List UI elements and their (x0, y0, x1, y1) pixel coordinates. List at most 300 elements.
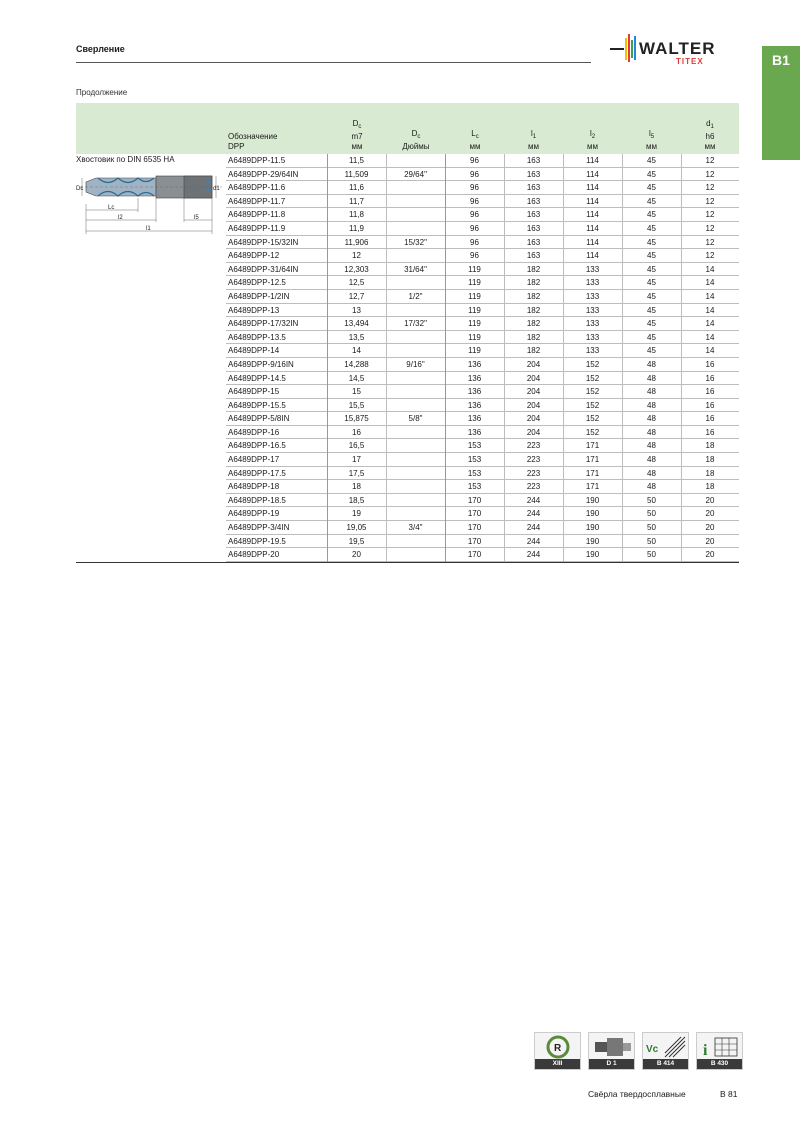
cell-d1: 14 (705, 305, 715, 315)
cell-dc_inch (386, 467, 445, 480)
cell-d1: 12 (705, 251, 715, 261)
cell-l5: 48 (647, 468, 656, 478)
cell-l5: 50 (647, 550, 656, 560)
cell-l1: 182 (526, 278, 541, 288)
col-header-d1: $d_1$ h6 мм (704, 119, 716, 151)
cell-l1: 163 (526, 210, 541, 220)
cell-l5: 45 (647, 278, 656, 288)
header-divider (76, 62, 591, 63)
cell-d1: 16 (705, 400, 715, 410)
cell-l2: 114 (586, 251, 599, 261)
cell-l2: 152 (585, 373, 600, 383)
col-header-l5: $l_5$ мм (646, 129, 657, 151)
cell-l5: 48 (647, 414, 656, 424)
col-header-dc-inch: $D_c$ Дюймы (402, 129, 430, 151)
cell-d1: 20 (705, 509, 715, 519)
svg-text:l1: l1 (146, 226, 151, 232)
cell-dc_inch (386, 276, 445, 289)
cell-l5: 48 (647, 455, 656, 465)
table-row (226, 236, 739, 250)
cell-lc: 153 (467, 455, 482, 465)
table-row (226, 372, 739, 386)
cell-d1: 12 (705, 210, 715, 220)
cell-designation: A6489DPP-18.5 (228, 495, 286, 505)
cell-l1: 182 (526, 305, 541, 315)
cell-lc: 170 (467, 536, 482, 546)
cell-d1: 20 (705, 495, 715, 505)
cell-l1: 163 (526, 251, 541, 261)
cell-lc: 96 (470, 183, 479, 193)
cell-d1: 16 (705, 359, 715, 369)
tool-holder-icon[interactable]: D 1 (588, 1032, 635, 1070)
cell-dc_inch (386, 304, 445, 317)
cell-lc: 136 (467, 359, 482, 369)
cell-dc_inch: 31/64" (404, 264, 427, 274)
cell-l1: 244 (526, 536, 541, 546)
cell-dc_m7: 12,7 (348, 291, 365, 301)
cell-lc: 119 (468, 278, 481, 288)
cell-l1: 182 (526, 291, 541, 301)
cell-dc_inch: 17/32" (404, 319, 427, 329)
cell-dc_m7: 20 (352, 550, 361, 560)
col-header-designation: Обозначение DPP (228, 132, 278, 151)
cell-l2: 114 (586, 169, 599, 179)
cell-lc: 136 (467, 414, 482, 424)
cell-l5: 45 (647, 251, 656, 261)
cell-d1: 18 (705, 482, 715, 492)
cell-l1: 223 (526, 441, 541, 451)
cell-dc_inch (386, 480, 445, 493)
cell-dc_m7: 11,9 (349, 223, 364, 233)
table-row (226, 426, 739, 440)
cell-designation: A6489DPP-14.5 (228, 373, 286, 383)
cell-l5: 45 (647, 305, 656, 315)
cell-designation: A6489DPP-9/16IN (228, 359, 294, 369)
cell-l1: 163 (526, 156, 541, 165)
cell-dc_inch (386, 507, 445, 520)
table-divider (386, 154, 387, 562)
cell-dc_m7: 15,5 (348, 400, 365, 410)
cell-dc_m7: 12,303 (344, 264, 369, 274)
table-row (226, 304, 739, 318)
cell-designation: A6489DPP-11.5 (228, 156, 286, 165)
cell-dc_m7: 12 (352, 251, 361, 261)
cell-dc_m7: 14,5 (348, 373, 365, 383)
cell-dc_m7: 15 (352, 387, 361, 397)
table-row (226, 290, 739, 304)
cell-d1: 18 (705, 455, 715, 465)
cell-l2: 171 (585, 482, 600, 492)
table-bottom-rule (76, 562, 739, 563)
cell-l2: 114 (586, 196, 599, 206)
cell-d1: 20 (705, 523, 715, 533)
cell-l1: 204 (526, 400, 541, 410)
cell-dc_inch (386, 494, 445, 507)
cell-lc: 136 (467, 400, 482, 410)
cell-lc: 153 (467, 482, 482, 492)
cell-dc_inch (386, 385, 445, 398)
table-row (226, 222, 739, 236)
cell-l2: 152 (585, 359, 600, 369)
cell-l2: 152 (585, 387, 600, 397)
cell-designation: A6489DPP-11.6 (228, 183, 286, 193)
cell-l5: 45 (647, 183, 656, 193)
svg-text:Dc: Dc (76, 186, 84, 192)
cell-lc: 96 (470, 237, 479, 247)
cell-dc_inch (386, 222, 445, 235)
cell-l5: 45 (647, 223, 656, 233)
cell-l5: 50 (647, 509, 656, 519)
cell-l5: 50 (647, 536, 656, 546)
cell-l5: 45 (647, 346, 656, 356)
cell-dc_m7: 11,906 (344, 237, 369, 247)
cell-lc: 96 (470, 169, 479, 179)
cell-l1: 244 (526, 523, 541, 533)
cell-l5: 48 (647, 482, 656, 492)
cell-dc_inch (386, 154, 445, 167)
cell-l5: 45 (647, 169, 656, 179)
cell-d1: 16 (705, 414, 715, 424)
cell-l1: 204 (526, 427, 541, 437)
cell-designation: A6489DPP-17 (228, 455, 280, 465)
cell-dc_inch (386, 344, 445, 357)
cell-dc_inch (386, 249, 445, 262)
cell-l2: 190 (585, 550, 600, 560)
cell-lc: 96 (470, 210, 479, 220)
cell-d1: 12 (705, 223, 715, 233)
table-row (226, 317, 739, 331)
cell-d1: 20 (705, 550, 715, 560)
cell-l2: 190 (585, 523, 600, 533)
cell-l1: 182 (526, 319, 541, 329)
cell-l1: 163 (526, 223, 541, 233)
svg-text:TITEX: TITEX (676, 57, 704, 66)
cell-d1: 14 (705, 332, 715, 342)
cell-l2: 152 (585, 427, 600, 437)
cell-dc_inch (386, 208, 445, 221)
cell-dc_inch (386, 399, 445, 412)
cell-dc_m7: 16,5 (348, 441, 365, 451)
cell-l5: 48 (647, 359, 656, 369)
cell-l2: 190 (585, 495, 600, 505)
table-row (226, 453, 739, 467)
cell-designation: A6489DPP-29/64IN (228, 169, 299, 179)
svg-text:d1: d1 (213, 186, 220, 192)
cell-l5: 50 (647, 523, 656, 533)
drill-drawing (76, 168, 226, 240)
cell-dc_m7: 18 (352, 482, 361, 492)
cell-dc_m7: 17,5 (348, 468, 365, 478)
table-row (226, 358, 739, 372)
cell-l1: 204 (526, 373, 541, 383)
cell-l1: 163 (526, 183, 541, 193)
cell-l2: 171 (585, 455, 600, 465)
page-number: B 81 (720, 1089, 738, 1099)
cell-l1: 244 (526, 495, 541, 505)
cell-l1: 223 (526, 455, 541, 465)
cell-l1: 204 (526, 359, 541, 369)
cell-l2: 114 (586, 223, 599, 233)
table-row (226, 467, 739, 481)
table-row (226, 344, 739, 358)
cell-l2: 133 (585, 264, 600, 274)
cell-l5: 48 (647, 387, 656, 397)
cell-designation: A6489DPP-17.5 (228, 468, 286, 478)
cell-d1: 14 (705, 346, 715, 356)
cell-dc_m7: 17 (352, 455, 361, 465)
cell-dc_inch: 29/64" (404, 169, 427, 179)
cell-designation: A6489DPP-15/32IN (228, 237, 299, 247)
cell-l1: 182 (526, 332, 541, 342)
cell-designation: A6489DPP-31/64IN (228, 264, 299, 274)
cell-designation: A6489DPP-16.5 (228, 441, 286, 451)
cell-lc: 119 (468, 264, 481, 274)
cell-d1: 14 (705, 319, 715, 329)
cell-l1: 182 (526, 346, 541, 356)
cell-l5: 48 (647, 400, 656, 410)
table-row (226, 521, 739, 535)
cell-d1: 14 (705, 264, 715, 274)
cell-dc_inch: 1/2" (408, 291, 423, 301)
cell-l2: 171 (585, 468, 600, 478)
cell-designation: A6489DPP-3/4IN (228, 523, 290, 533)
svg-text:Vc: Vc (646, 1044, 659, 1055)
table-row (226, 548, 739, 562)
cell-dc_m7: 15,875 (344, 414, 369, 424)
cell-d1: 12 (705, 169, 715, 179)
cell-l5: 48 (647, 441, 656, 451)
cell-l2: 190 (585, 536, 600, 546)
cell-d1: 12 (705, 237, 715, 247)
footer-title: Свёрла твердосплавные (588, 1089, 686, 1099)
cell-l1: 244 (526, 550, 541, 560)
cell-lc: 96 (470, 251, 479, 261)
cell-l5: 45 (647, 156, 656, 165)
table-row (226, 195, 739, 209)
table-divider (327, 154, 328, 562)
cell-dc_m7: 13,5 (348, 332, 365, 342)
cell-dc_m7: 18,5 (348, 495, 365, 505)
table-row (226, 385, 739, 399)
cell-dc_inch (386, 439, 445, 452)
svg-text:l5: l5 (194, 215, 199, 221)
cell-lc: 96 (470, 156, 479, 165)
svg-text:l2: l2 (118, 215, 123, 221)
cell-dc_inch (386, 548, 445, 561)
cell-designation: A6489DPP-11.8 (228, 210, 286, 220)
svg-text:WALTER: WALTER (639, 39, 716, 58)
table-row (226, 399, 739, 413)
cell-lc: 170 (467, 523, 482, 533)
cell-l1: 244 (526, 509, 541, 519)
cell-d1: 12 (705, 156, 715, 165)
cell-l5: 48 (647, 373, 656, 383)
cell-l5: 50 (647, 495, 656, 505)
cell-lc: 136 (467, 427, 482, 437)
product-table (226, 154, 739, 562)
cell-l1: 163 (526, 169, 541, 179)
cell-d1: 20 (705, 536, 715, 546)
table-row (226, 480, 739, 494)
cell-dc_inch: 9/16" (406, 359, 425, 369)
table-row (226, 168, 739, 182)
cell-lc: 119 (468, 346, 481, 356)
cell-l1: 182 (526, 264, 541, 274)
cell-designation: A6489DPP-19 (228, 509, 280, 519)
table-divider (445, 154, 446, 562)
cell-lc: 96 (470, 196, 479, 206)
cell-l5: 45 (647, 291, 656, 301)
cell-l5: 48 (647, 427, 656, 437)
cell-lc: 153 (467, 468, 482, 478)
cell-lc: 119 (468, 305, 481, 315)
table-divider (563, 154, 564, 562)
cell-dc_m7: 14,288 (344, 359, 369, 369)
cell-dc_inch (386, 331, 445, 344)
table-row (226, 535, 739, 549)
cell-dc_inch: 3/4" (408, 523, 423, 533)
table-row (226, 439, 739, 453)
cell-d1: 18 (705, 441, 715, 451)
cell-designation: A6489DPP-12 (228, 251, 280, 261)
table-row (226, 249, 739, 263)
section-title: Сверление (76, 44, 125, 54)
cell-l2: 133 (585, 305, 600, 315)
cell-dc_m7: 11,509 (344, 169, 369, 179)
cell-l2: 133 (585, 278, 600, 288)
cell-d1: 16 (705, 373, 715, 383)
cell-d1: 16 (705, 427, 715, 437)
cell-lc: 119 (468, 332, 481, 342)
cell-dc_m7: 14 (352, 346, 361, 356)
chapter-tab (762, 46, 800, 160)
cell-lc: 96 (470, 223, 479, 233)
svg-text:Lc: Lc (108, 205, 115, 211)
cell-dc_m7: 11,8 (349, 210, 364, 220)
cell-designation: A6489DPP-15 (228, 387, 280, 397)
table-divider (681, 154, 682, 562)
cell-dc_m7: 16 (352, 427, 361, 437)
cell-d1: 14 (705, 278, 715, 288)
shank-label: Хвостовик по DIN 6535 HA (76, 155, 175, 164)
cell-dc_m7: 11,7 (349, 196, 364, 206)
cell-designation: A6489DPP-15.5 (228, 400, 286, 410)
footer-icon-row (534, 1032, 743, 1070)
cell-l5: 45 (647, 196, 656, 206)
table-row (226, 154, 739, 168)
cell-dc_m7: 12,5 (348, 278, 365, 288)
cell-l1: 223 (526, 482, 541, 492)
col-header-lc: $L_c$ мм (469, 129, 481, 151)
cell-designation: A6489DPP-18 (228, 482, 280, 492)
cell-lc: 170 (467, 495, 482, 505)
regrind-icon[interactable]: R XIII (534, 1032, 581, 1070)
cell-dc_inch (386, 181, 445, 194)
walter-titex-logo (604, 30, 744, 70)
col-header-dc-m7: $D_c$ m7 мм (351, 119, 363, 151)
cell-dc_m7: 13,494 (344, 319, 369, 329)
table-row (226, 208, 739, 222)
cell-l2: 114 (586, 183, 599, 193)
cell-dc_inch (386, 535, 445, 548)
cell-l5: 45 (647, 237, 656, 247)
cell-dc_m7: 13 (352, 305, 361, 315)
cell-l5: 45 (647, 319, 656, 329)
cell-designation: A6489DPP-20 (228, 550, 280, 560)
table-divider (622, 154, 623, 562)
cell-designation: A6489DPP-19.5 (228, 536, 286, 546)
cell-d1: 12 (705, 183, 715, 193)
svg-text:i: i (703, 1042, 708, 1059)
cell-l2: 133 (585, 319, 600, 329)
cell-dc_inch (386, 453, 445, 466)
cell-designation: A6489DPP-17/32IN (228, 319, 299, 329)
cell-l2: 114 (586, 156, 599, 165)
table-row (226, 412, 739, 426)
cell-l2: 114 (586, 237, 599, 247)
cell-l2: 133 (585, 332, 600, 342)
cell-dc_m7: 19,05 (346, 523, 367, 533)
table-divider (504, 154, 505, 562)
table-row (226, 263, 739, 277)
cell-lc: 119 (468, 291, 481, 301)
table-row (226, 276, 739, 290)
cell-dc_inch (386, 195, 445, 208)
cell-dc_inch (386, 372, 445, 385)
cell-designation: A6489DPP-5/8IN (228, 414, 290, 424)
cell-lc: 153 (467, 441, 482, 451)
cell-l5: 45 (647, 264, 656, 274)
cell-designation: A6489DPP-13 (228, 305, 280, 315)
svg-text:R: R (554, 1043, 562, 1054)
cell-lc: 170 (467, 509, 482, 519)
cell-d1: 16 (705, 387, 715, 397)
cell-l1: 163 (526, 237, 541, 247)
table-row (226, 331, 739, 345)
cell-dc_m7: 19,5 (348, 536, 365, 546)
cell-designation: A6489DPP-11.7 (228, 196, 286, 206)
cell-l2: 133 (585, 346, 600, 356)
cell-designation: A6489DPP-14 (228, 346, 280, 356)
cell-l1: 163 (526, 196, 541, 206)
table-row (226, 494, 739, 508)
col-header-l2: $l_2$ мм (587, 129, 598, 151)
cell-lc: 136 (467, 387, 482, 397)
cell-l5: 45 (647, 210, 656, 220)
cell-lc: 119 (468, 319, 481, 329)
cell-designation: A6489DPP-11.9 (228, 223, 286, 233)
cell-dc_m7: 11,5 (349, 156, 364, 165)
continued-label: Продолжение (76, 88, 128, 97)
cell-designation: A6489DPP-1/2IN (228, 291, 290, 301)
cell-l2: 133 (585, 291, 600, 301)
cell-d1: 18 (705, 468, 715, 478)
cell-dc_m7: 11,6 (349, 183, 364, 193)
cell-l2: 152 (585, 400, 600, 410)
table-row (226, 507, 739, 521)
cell-l2: 114 (586, 210, 599, 220)
cell-designation: A6489DPP-12.5 (228, 278, 286, 288)
col-header-l1: $l_1$ мм (528, 129, 539, 151)
cell-lc: 170 (467, 550, 482, 560)
info-table-icon[interactable]: i B 430 (696, 1032, 743, 1070)
table-row (226, 181, 739, 195)
cell-l1: 204 (526, 387, 541, 397)
cell-dc_m7: 19 (352, 509, 361, 519)
cutting-data-icon[interactable]: Vc B 414 (642, 1032, 689, 1070)
cell-l1: 223 (526, 468, 541, 478)
cell-l2: 171 (585, 441, 600, 451)
